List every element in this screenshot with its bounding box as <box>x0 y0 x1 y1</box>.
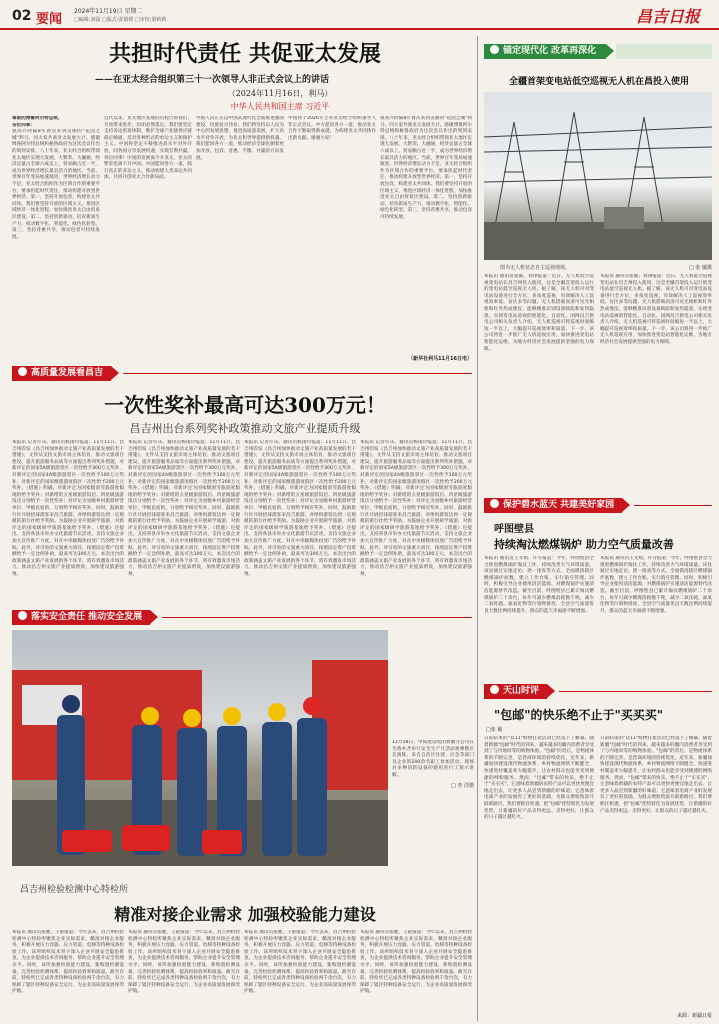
greeting: 尊敬的博鲁阿尔特总统， <box>12 116 63 121</box>
section-banner <box>12 610 472 625</box>
masthead <box>0 0 719 30</box>
lead-subtitle: ——在亚太经合组织第三十一次领导人非正式会议上的讲话 <box>95 75 330 85</box>
banner-icon <box>18 367 27 376</box>
lead-body-text: 很高兴时隔8年再次来到美丽的"花园之城"利马，同大家共商亚太发展大计。感谢博鲁阿尔特总统和秘鲁政府为这次会议作出的周到安排。八十年来，亚太经合组织带领亚太地区实现大发展、大繁荣、大融通，经济总量占全球六成以上，贸易额占近一半，成为世界经济增长最具活力的地区。当前，世界百年变局加速演进，世界经济增长动力不足，亚太经合组织作为区域合作的重要平台，要承担起时代责任，推动构建开放型世界经济。第一，坚持开放包容，构建亚太共同体。我们要坚持开放的区域主义，推进区域经济一体化进程，加快推进亚太自由贸易区建设。第二，坚持创新驱动，培育新质生产力，推动数字化、智能化、绿色化转型。第三，坚持普惠共享，推动包容可持续发展。 <box>380 116 472 220</box>
lead-body-text: 中国将于2026年主办亚太经合组织领导人非正式会议。中方愿同各方一道，推动亚太合作不断取得新成就，为构建亚太共同体作出新贡献。谢谢大家！ <box>288 116 376 141</box>
lead-author: 中华人民共和国主席 习近平 <box>230 102 330 111</box>
page-number: 02 <box>12 8 32 24</box>
photo-credit: □ 张 敏摄 <box>689 265 712 271</box>
banner-icon <box>490 45 499 54</box>
lead-dateline: （2024年11月16日，利马） <box>227 89 333 98</box>
inspection-body-text: 本报讯 通讯员张婕、王银报道：今年以来，昌吉州检验检测中心特检所聚焦企业实际需求，精准对接企业服务，积极开展压力容器、压力管道、电梯等特种设备检验工作。该所组织技术骨干深入企业开展安全隐患排查，为企业提供技术咨询服务，帮助企业提升安全管理水平。同时，该所加强校验能力建设，新购置检测设备，完善检验检测体系，提高检验效率和质量。截至目前，特检所已完成各类特种设备检验两千余台次，有力保障了辖区特种设备安全运行，为企业高质量发展保驾护航。 <box>12 930 124 995</box>
commentary-source: 来源：新疆日报 <box>676 1013 712 1019</box>
inspection-column-2 <box>128 930 240 1020</box>
banner-label: 天山时评 <box>503 686 540 696</box>
safety-photo[interactable] <box>12 630 388 866</box>
lead-body-text: 近代以来，亚太地区发展的历程告诉我们，开放带来进步，封闭必然落后。我们要坚定支持多边贸易体制，维护全球产业链供应链稳定畅通，反对各种形式的单边主义和保护主义。中国将坚定不移推进高水平对外开放，同各国分享发展机遇，实现互利共赢。各位同事！中国的发展离不开亚太，亚太的繁荣也离不开中国。中国愿同各方一道，践行真正的多边主义，推动构建人类命运共同体，共同开创亚太合作新局面。 <box>104 116 192 181</box>
issue-date: 2024年11月19日 星期二 <box>74 8 143 15</box>
grid-column-2 <box>600 274 712 494</box>
lead-source: （新华社利马11月16日电） <box>408 356 472 362</box>
award-body-text: 本报讯 记者许乐、通讯员杨国玲报道：11月11日，昌吉州印发《昌吉州加快推动文旅产业高质量发展的若干措施》，文件从支持文旅市场主体培育、推动文旅项目建设、提升旅游服务品质等方面提出系列奖补措施，对新评定的国家5A级旅游景区一次性给予300万元奖补，对新评定的国家4A级旅游景区一次性给予100万元奖补，对新评定的国家级旅游度假区一次性给予200万元奖补。《措施》明确，对新评定为国家级滑雪旅游度假地的给予奖补；对新增的五星级旅游饭店、四星级旅游饭店分别给予一次性奖补；对评定为星级乡村旅游经营单位、甲级民宿的，分别给予相应奖补。同时，鼓励旅行社开展招徕游客来昌吉旅游，对组织游客达到一定规模的旅行社给予奖励。为鼓励企业开展研学旅游，对新评定的国家级研学旅游基地给予奖补。《措施》还提出，支持各县市举办文化旅游节庆活动，支持文旅企业加大宣传推广力度，对在中央级媒体投放广告的给予补贴。此外，对引进的文旅重大项目，按照固定资产投资额给予一定比例补助，最高可达300万元。本次出台的政策涵盖文旅产业发展的各个环节，将有效激发市场活力，推动昌吉州文旅产业提质增效，加快建设旅游强州。 <box>360 440 472 577</box>
award-column-2 <box>128 440 240 600</box>
banner-label: 落实安全责任 推动安全发展 <box>31 612 143 622</box>
inspection-body-text: 本报讯 通讯员张婕、王银报道：今年以来，昌吉州检验检测中心特检所聚焦企业实际需求，精准对接企业服务，积极开展压力容器、压力管道、电梯等特种设备检验工作。该所组织技术骨干深入企业开展安全隐患排查，为企业提供技术咨询服务，帮助企业提升安全管理水平。同时，该所加强校验能力建设，新购置检测设备，完善检验检测体系，提高检验效率和质量。截至目前，特检所已完成各类特种设备检验两千余台次，有力保障了辖区特种设备安全运行，为企业高质量发展保驾护航。 <box>360 930 472 995</box>
commentary-body-text: 日前结束的"双11"购物狂欢活动已经落下了帷幕。随着新疆"包邮"时代的到来，越来越多的疆内消费者享受到了与内地同等的购物体验。"包邮"的背后，是物流体系的不断完善，是营商环境的持续优化。近年来，新疆加快建设现代物流体系，乡村物流网络不断健全，快递进村覆盖率大幅提升，让农村群众也能享受到便捷的网购服务。然而，"包邮"带来的快乐，绝不止于"买买买"。它意味着新疆的农特产品可以更快更便宜地走出去，让更多人品尝到新疆的好味道；它意味着电商产业的发展有了更好的基础，为群众增收致富开辟新路径。我们要抓住机遇，把"包邮"优势转化为发展优势，让新疆的好产品卖得更远、卖得更好，让群众的日子越过越红火。 <box>484 736 594 821</box>
inspection-headline[interactable]: 精准对接企业需求 加强校验能力建设 <box>114 905 376 924</box>
award-body-text: 本报讯 记者许乐、通讯员杨国玲报道：11月11日，昌吉州印发《昌吉州加快推动文旅产业高质量发展的若干措施》，文件从支持文旅市场主体培育、推动文旅项目建设、提升旅游服务品质等方面提出系列奖补措施，对新评定的国家5A级旅游景区一次性给予300万元奖补，对新评定的国家4A级旅游景区一次性给予100万元奖补，对新评定的国家级旅游度假区一次性给予200万元奖补。《措施》明确，对新评定为国家级滑雪旅游度假地的给予奖补；对新增的五星级旅游饭店、四星级旅游饭店分别给予一次性奖补；对评定为星级乡村旅游经营单位、甲级民宿的，分别给予相应奖补。同时，鼓励旅行社开展招徕游客来昌吉旅游，对组织游客达到一定规模的旅行社给予奖励。为鼓励企业开展研学旅游，对新评定的国家级研学旅游基地给予奖补。《措施》还提出，支持各县市举办文化旅游节庆活动，支持文旅企业加大宣传推广力度，对在中央级媒体投放广告的给予补贴。此外，对引进的文旅重大项目，按照固定资产投资额给予一定比例补助，最高可达300万元。本次出台的政策涵盖文旅产业发展的各个环节，将有效激发市场活力，推动昌吉州文旅产业提质增效，加快建设旅游强州。 <box>12 440 124 577</box>
banner-label: 锚定现代化 改革再深化 <box>503 46 597 56</box>
greeting: 各位同事： <box>12 122 35 128</box>
inspection-kicker: 昌吉州检验检测中心特检所 <box>20 885 129 895</box>
commentary-body-text: 日前结束的"双11"购物狂欢活动已经落下了帷幕。随着新疆"包邮"时代的到来，越来越多的疆内消费者享受到了与内地同等的购物体验。"包邮"的背后，是物流体系的不断完善，是营商环境的持续优化。近年来，新疆加快建设现代物流体系，乡村物流网络不断健全，快递进村覆盖率大幅提升，让农村群众也能享受到便捷的网购服务。然而，"包邮"带来的快乐，绝不止于"买买买"。它意味着新疆的农特产品可以更快更便宜地走出去，让更多人品尝到新疆的好味道；它意味着电商产业的发展有了更好的基础，为群众增收致富开辟新路径。我们要抓住机遇，把"包邮"优势转化为发展优势，让新疆的好产品卖得更远、卖得更好，让群众的日子越过越红火。 <box>600 736 712 814</box>
commentary-headline[interactable]: "包邮"的快乐绝不止于"买买买" <box>494 708 664 722</box>
photo-caption: 图为无人机状态自主巡视现场。 <box>500 265 571 271</box>
substation-scene <box>484 92 712 260</box>
grid-column-1 <box>484 274 594 494</box>
lead-headline[interactable]: 共担时代责任 共促亚太发展 <box>109 41 381 67</box>
award-subtitle: 昌吉州出台系列奖补政策推动文旅产业提质升级 <box>129 422 361 435</box>
grid-body-text: 本报讯 通讯员张敏、刘津报道：近日，无人机低空巡视变电站在昌吉州投入使用，这是全疆首架投入运行的变电站低空巡视无人机。据了解，该无人机可对变电站设备进行全方位、多角度巡视，有效解决人工巡视效率低、盲区多等问题。无人机搭载高清可见光相机和红外热成像仪，能够精准识别设备缺陷和发热隐患，实现变电站巡视的智能化、自动化。国网昌吉供电公司相关负责人介绍，无人机巡视可将巡视时间缩短一半以上，大幅提升巡视效率和质量。下一步，该公司将进一步推广无人机巡视应用，加快推进变电站智能化运维，为地方经济社会发展提供坚强的电力保障。 <box>600 274 712 345</box>
safety-caption-box <box>392 740 474 866</box>
grid-body-text: 本报讯 通讯员张敏、刘津报道：近日，无人机低空巡视变电站在昌吉州投入使用，这是全疆首架投入运行的变电站低空巡视无人机。据了解，该无人机可对变电站设备进行全方位、多角度巡视，有效解决人工巡视效率低、盲区多等问题。无人机搭载高清可见光相机和红外热成像仪，能够精准识别设备缺陷和发热隐患，实现变电站巡视的智能化、自动化。国网昌吉供电公司相关负责人介绍，无人机巡视可将巡视时间缩短一半以上，大幅提升巡视效率和质量。下一步，该公司将进一步推广无人机巡视应用，加快推进变电站智能化运维，为地方经济社会发展提供坚强的电力保障。 <box>484 274 594 352</box>
section-banner <box>12 366 472 381</box>
award-body-text: 本报讯 记者许乐、通讯员杨国玲报道：11月11日，昌吉州印发《昌吉州加快推动文旅产业高质量发展的若干措施》，文件从支持文旅市场主体培育、推动文旅项目建设、提升旅游服务品质等方面提出系列奖补措施，对新评定的国家5A级旅游景区一次性给予300万元奖补，对新评定的国家4A级旅游景区一次性给予100万元奖补，对新评定的国家级旅游度假区一次性给予200万元奖补。《措施》明确，对新评定为国家级滑雪旅游度假地的给予奖补；对新增的五星级旅游饭店、四星级旅游饭店分别给予一次性奖补；对评定为星级乡村旅游经营单位、甲级民宿的，分别给予相应奖补。同时，鼓励旅行社开展招徕游客来昌吉旅游，对组织游客达到一定规模的旅行社给予奖励。为鼓励企业开展研学旅游，对新评定的国家级研学旅游基地给予奖补。《措施》还提出，支持各县市举办文化旅游节庆活动，支持文旅企业加大宣传推广力度，对在中央级媒体投放广告的给予补贴。此外，对引进的文旅重大项目，按照固定资产投资额给予一定比例补助，最高可达300万元。本次出台的政策涵盖文旅产业发展的各个环节，将有效激发市场活力，推动昌吉州文旅产业提质增效，加快建设旅游强州。 <box>244 440 356 577</box>
hutubi-body-text: 本报讯 通讯员王文娟、许雪报道：今年，呼图壁县全力推进燃煤锅炉淘汰工作，持续改善大气环境质量。该县通过实地走访、逐一排查等方式，全面摸清辖区燃煤锅炉底数，建立工作台账，实行销号管理。同时，积极引导企业使用清洁能源，对燃煤锅炉实施清洁能源替代改造。截至目前，呼图壁县已累计淘汰燃煤锅炉二十余台，每年可减少燃煤消耗数千吨，减少二氧化硫、氮氧化物等污染物排放，全县空气质量优良天数比例持续提升，群众的蓝天幸福感不断增强。 <box>600 556 712 614</box>
substation-photo[interactable] <box>484 92 712 260</box>
section-banner <box>484 44 712 59</box>
lead-column-5 <box>380 116 472 364</box>
banner-label: 高质量发展看昌吉 <box>31 368 104 378</box>
commentary-column-2 <box>600 736 712 1010</box>
lead-column-4 <box>288 116 376 364</box>
inspection-column-1 <box>12 930 124 1020</box>
lead-column-2 <box>104 116 192 364</box>
award-headline[interactable]: 一次性奖补最高可达300万元！ <box>104 393 386 417</box>
commentary-column-1 <box>484 736 594 1010</box>
grid-headline[interactable]: 全疆首架变电站低空巡视无人机在昌投入使用 <box>508 77 689 87</box>
award-column-1 <box>12 440 124 600</box>
award-body-text: 本报讯 记者许乐、通讯员杨国玲报道：11月11日，昌吉州印发《昌吉州加快推动文旅产业高质量发展的若干措施》，文件从支持文旅市场主体培育、推动文旅项目建设、提升旅游服务品质等方面提出系列奖补措施，对新评定的国家5A级旅游景区一次性给予300万元奖补，对新评定的国家4A级旅游景区一次性给予100万元奖补，对新评定的国家级旅游度假区一次性给予200万元奖补。《措施》明确，对新评定为国家级滑雪旅游度假地的给予奖补；对新增的五星级旅游饭店、四星级旅游饭店分别给予一次性奖补；对评定为星级乡村旅游经营单位、甲级民宿的，分别给予相应奖补。同时，鼓励旅行社开展招徕游客来昌吉旅游，对组织游客达到一定规模的旅行社给予奖励。为鼓励企业开展研学旅游，对新评定的国家级研学旅游基地给予奖补。《措施》还提出，支持各县市举办文化旅游节庆活动，支持文旅企业加大宣传推广力度，对在中央级媒体投放广告的给予补贴。此外，对引进的文旅重大项目，按照固定资产投资额给予一定比例补助，最高可达300万元。本次出台的政策涵盖文旅产业发展的各个环节，将有效激发市场活力，推动昌吉州文旅产业提质增效，加快建设旅游强州。 <box>128 440 240 577</box>
commentary-author: □张 敏 <box>486 727 503 733</box>
hutubi-column-1 <box>484 556 594 678</box>
lead-body-text: 很高兴时隔8年再次来到美丽的"花园之城"利马，同大家共商亚太发展大计。感谢博鲁阿尔特总统和秘鲁政府为这次会议作出的周到安排。八十年来，亚太经合组织带领亚太地区实现大发展、大繁荣、大融通，经济总量占全球六成以上，贸易额占近一半，成为世界经济增长最具活力的地区。当前，世界百年变局加速演进，世界经济增长动力不足，亚太经合组织作为区域合作的重要平台，要承担起时代责任，推动构建开放型世界经济。第一，坚持开放包容，构建亚太共同体。我们要坚持开放的区域主义，推进区域经济一体化进程，加快推进亚太自由贸易区建设。第二，坚持创新驱动，培育新质生产力，推动数字化、智能化、绿色化转型。第三，坚持普惠共享，推动包容可持续发展。 <box>12 129 100 240</box>
hutubi-kicker: 呼图壁县 <box>494 524 534 535</box>
lead-body-text: 中国人民正在以中国式现代化全面推进强国建设、民族复兴伟业。我们将坚持以人民为中心的发展思想，推进高质量发展，扩大高水平对外开放，为亚太和世界提供新机遇。我们愿同各方一道，推动经济全球化朝着更加开放、包容、普惠、平衡、共赢的方向发展。 <box>196 116 284 161</box>
editor-credits: □编辑:刘强 □版式:张婧媛 □审校:梁莉莉 <box>74 17 167 23</box>
inspection-body-text: 本报讯 通讯员张婕、王银报道：今年以来，昌吉州检验检测中心特检所聚焦企业实际需求，精准对接企业服务，积极开展压力容器、压力管道、电梯等特种设备检验工作。该所组织技术骨干深入企业开展安全隐患排查，为企业提供技术咨询服务，帮助企业提升安全管理水平。同时，该所加强校验能力建设，新购置检测设备，完善检验检测体系，提高检验效率和质量。截至目前，特检所已完成各类特种设备检验两千余台次，有力保障了辖区特种设备安全运行，为企业高质量发展保驾护航。 <box>128 930 240 995</box>
hutubi-body-text: 本报讯 通讯员王文娟、许雪报道：今年，呼图壁县全力推进燃煤锅炉淘汰工作，持续改善大气环境质量。该县通过实地走访、逐一排查等方式，全面摸清辖区燃煤锅炉底数，建立工作台账，实行销号管理。同时，积极引导企业使用清洁能源，对燃煤锅炉实施清洁能源替代改造。截至目前，呼图壁县已累计淘汰燃煤锅炉二十余台，每年可减少燃煤消耗数千吨，减少二氧化硫、氮氧化物等污染物排放，全县空气质量优良天数比例持续提升，群众的蓝天幸福感不断增强。 <box>484 556 594 614</box>
newspaper-logo: 昌吉日报 <box>636 7 701 26</box>
inspection-body-text: 本报讯 通讯员张婕、王银报道：今年以来，昌吉州检验检测中心特检所聚焦企业实际需求，精准对接企业服务，积极开展压力容器、压力管道、电梯等特种设备检验工作。该所组织技术骨干深入企业开展安全隐患排查，为企业提供技术咨询服务，帮助企业提升安全管理水平。同时，该所加强校验能力建设，新购置检测设备，完善检验检测体系，提高检验效率和质量。截至目前，特检所已完成各类特种设备检验两千余台次，有力保障了辖区特种设备安全运行，为企业高质量发展保驾护航。 <box>244 930 356 995</box>
safety-caption: 11月18日，中煤建设集团新疆分公司在乌鲁木齐举行安全生产月活动观摩暨应急演练，来自自治区住建、应急等部门及企业的200余名职工参加活动，现场对多种消防设备的使用进行了演示讲解。 <box>392 740 474 778</box>
hutubi-column-2 <box>600 556 712 678</box>
section-banner <box>484 684 712 699</box>
award-column-3 <box>244 440 356 600</box>
banner-icon <box>490 499 499 508</box>
section-banner <box>484 498 712 513</box>
safety-photo-scene <box>12 630 388 866</box>
section-name: 要闻 <box>36 12 63 27</box>
banner-label: 保护碧水蓝天 共建美好家园 <box>503 500 615 510</box>
lead-column-3 <box>196 116 284 364</box>
inspection-column-4 <box>360 930 472 1020</box>
hutubi-headline[interactable]: 持续淘汰燃煤锅炉 助力空气质量改善 <box>494 538 674 551</box>
inspection-column-3 <box>244 930 356 1020</box>
banner-icon <box>18 611 27 620</box>
banner-icon <box>490 685 499 694</box>
column-divider <box>477 36 478 1021</box>
award-column-4 <box>360 440 472 600</box>
lead-column-1 <box>12 116 100 364</box>
photo-credit: □ 李 洋摄 <box>451 782 474 789</box>
